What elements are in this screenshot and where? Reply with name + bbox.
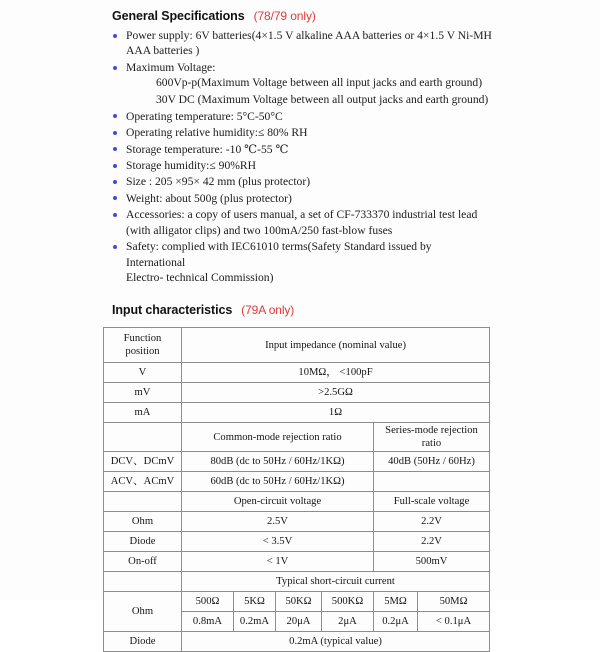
row-common-dcv: 80dB (dc to 50Hz / 60Hz/1KΩ) [182,452,374,472]
row-function-acv: ACV、ACmV [104,472,182,492]
row-open-onoff: < 1V [182,552,374,572]
empty-cell [104,572,182,592]
range-cell: 500KΩ [322,592,374,612]
current-cell: 2μA [322,612,374,632]
table-row [104,328,490,363]
row-function-ohm-voltage: Ohm [104,512,182,532]
row-function-dcv: DCV、DCmV [104,452,182,472]
current-cell: 20μA [276,612,322,632]
row-value-mv: >2.5GΩ [182,383,490,403]
row-open-ohm: 2.5V [182,512,374,532]
table-row [104,572,490,592]
input-impedance-header: Input impedance (nominal value) [182,328,490,363]
current-cell: 0.2μA [374,612,418,632]
short-circuit-current-header: Typical short-circuit current [182,572,490,592]
range-cell: 500Ω [182,592,234,612]
range-cell: 5MΩ [374,592,418,612]
row-series-acv [374,472,490,492]
list-item-text: Maximum Voltage: [126,61,216,74]
list-item-text: Storage humidity:≤ 90%RH [126,159,257,173]
function-header-line1: Function [123,333,162,344]
list-item [112,158,492,173]
table-row [104,532,490,552]
current-cell: 0.8mA [182,612,234,632]
bullet-icon [113,34,117,38]
empty-cell [104,492,182,512]
list-item-subline: 30V DC (Maximum Voltage between all output jacks and earth ground) [156,92,489,106]
row-series-dcv: 40dB (50Hz / 60Hz) [374,452,490,472]
bullet-icon [113,196,117,200]
full-scale-voltage-header: Full-scale voltage [374,492,490,512]
bullet-icon [113,66,117,70]
bullet-icon [113,213,117,217]
range-cell: 50KΩ [276,592,322,612]
row-function-onoff: On-off [104,552,182,572]
list-item [112,28,492,59]
row-function-diode-shortcircuit: Diode [104,632,182,652]
input-characteristics-heading [112,303,294,317]
function-position-header [104,328,182,363]
list-item-continuation: (with alligator clips) and two 100mA/250 fast-blow fuses [126,223,393,237]
list-item-text: Operating temperature: 5°C-50°C [126,109,283,123]
bullet-icon [113,114,117,118]
row-function-ohm-shortcircuit: Ohm [104,592,182,632]
series-mode-rejection-header: Series-mode rejection ratio [374,423,490,452]
bullet-icon [113,180,117,184]
bullet-icon [113,147,117,151]
table-row [104,552,490,572]
function-header-line2: position [125,346,160,357]
empty-cell [104,423,182,452]
list-item [112,125,492,140]
row-function-v: V [104,363,182,383]
input-characteristics-qualifier: (79A only) [241,303,295,317]
list-item [112,142,492,157]
row-value-ma: 1Ω [182,403,490,423]
row-value-v: 10MΩ， <100pF [182,363,490,383]
list-item [112,191,492,206]
table-row [104,632,490,652]
row-function-diode-voltage: Diode [104,532,182,552]
general-specifications-qualifier: (78/79 only) [253,9,316,23]
list-item [112,174,492,189]
bullet-icon [113,131,117,135]
row-full-onoff: 500mV [374,552,490,572]
list-item-continuation: Electro- technical Commission) [126,271,274,285]
table-row [104,383,490,403]
row-function-mv: mV [104,383,182,403]
row-full-diode: 2.2V [374,532,490,552]
range-cell: 5KΩ [234,592,276,612]
list-item-text: Safety: complied with IEC61010 terms(Safety Standard issued by International [126,240,432,269]
list-item [112,109,492,124]
table-row [104,363,490,383]
table-row [104,592,490,612]
table-row [104,452,490,472]
table-row [104,423,490,452]
list-item-text: Power supply: 6V batteries(4×1.5 V alkaline AAA batteries or 4×1.5 V Ni-MH [126,29,492,42]
input-characteristics-table [103,327,490,652]
table-row [104,512,490,532]
list-item-text: Storage temperature: -10 ℃-55 ℃ [126,142,289,156]
list-item [112,207,492,238]
row-open-diode: < 3.5V [182,532,374,552]
range-cell: 50MΩ [418,592,490,612]
bullet-icon [113,245,117,249]
general-specifications-title: General Specifications [112,9,245,23]
table-row [104,403,490,423]
general-specifications-list [112,28,492,287]
list-item [112,60,492,108]
open-circuit-voltage-header: Open-circuit voltage [182,492,374,512]
list-item-text: Accessories: a copy of users manual, a set of CF-733370 industrial test lead [126,208,478,222]
list-item-text: Size : 205 ×95× 42 mm (plus protector) [126,175,311,189]
list-item-text: Weight: about 500g (plus protector) [126,191,292,205]
input-characteristics-title: Input characteristics [112,303,233,317]
list-item-subline: 600Vp-p(Maximum Voltage between all input jacks and earth ground) [156,76,483,90]
list-item [112,239,492,285]
common-mode-rejection-header: Common-mode rejection ratio [182,423,374,452]
list-item-text: Operating relative humidity:≤ 80% RH [126,126,308,140]
table-row [104,492,490,512]
row-function-ma: mA [104,403,182,423]
list-item-continuation: AAA batteries ) [126,44,200,58]
bullet-icon [113,164,117,168]
row-full-ohm: 2.2V [374,512,490,532]
table-row [104,472,490,492]
row-value-diode-shortcircuit: 0.2mA (typical value) [182,632,490,652]
row-common-acv: 60dB (dc to 50Hz / 60Hz/1KΩ) [182,472,374,492]
current-cell: < 0.1μA [418,612,490,632]
current-cell: 0.2mA [234,612,276,632]
general-specifications-heading [112,9,316,23]
